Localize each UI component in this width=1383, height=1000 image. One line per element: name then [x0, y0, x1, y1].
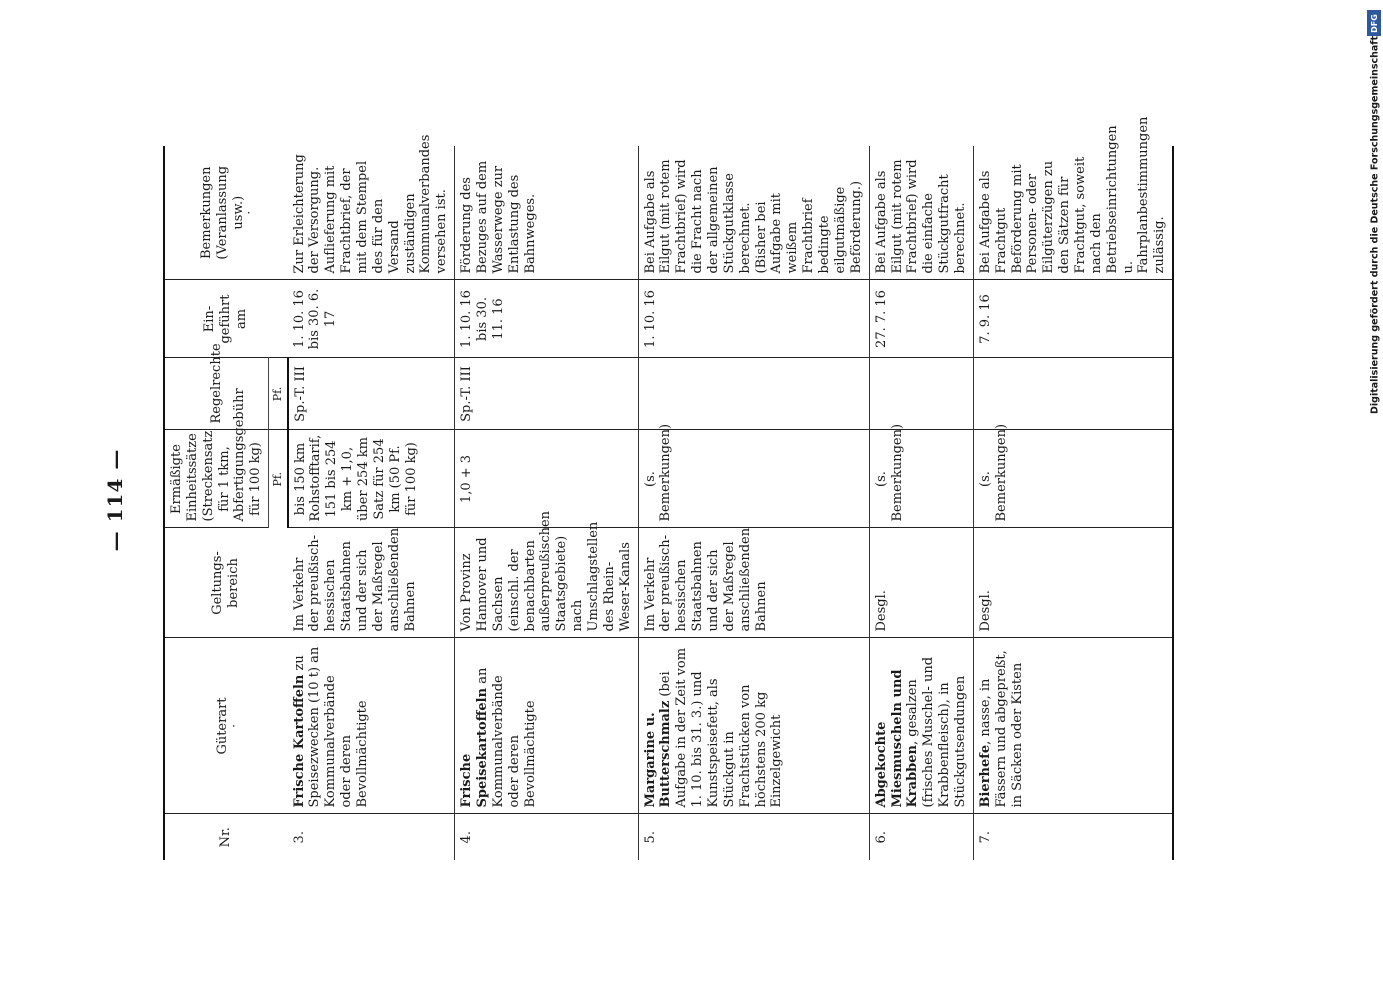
row-gueterart: [973, 638, 1173, 814]
row-gueterart: [288, 638, 455, 814]
row-ermaessigt: 1,0 + 3: [455, 430, 638, 528]
row-bemerkung: Förderung des Bezuges auf dem Wasserwege zur Entlastung des Bahnweges.: [455, 146, 638, 280]
row-eingefuehrt: 27. 7. 16: [869, 280, 973, 358]
row-geltungsbereich: Im Verkehr der preußisch-hessischen Staatsbahnen und der sich der Maßregel anschließenden Bahnen: [638, 528, 869, 638]
row-gueterart: [869, 638, 973, 814]
row-regelrecht: Sp.-T. III: [288, 358, 455, 430]
row-nr: 6.: [869, 814, 973, 860]
digitization-credit: Digitalisierung gefördert durch die Deutsche Forschungsgemeinschaft: [1369, 36, 1381, 414]
gueterart-text: , nasse, in Fässern und abgepreßt, in Säcken oder Kisten: [977, 650, 1025, 808]
row-geltungsbereich: Von Provinz Hannover und Sachsen (einschl. der benachbarten außerpreußischen Staatsgebiete) nach Umschlagstellen des Rhein-Weser-Kanals: [455, 528, 638, 638]
row-geltungsbereich: Desgl.: [869, 528, 973, 638]
table-row: [638, 146, 869, 860]
row-nr: 4.: [455, 814, 638, 860]
header-bemerkungen-label: Bemerkungen (Veranlassung usw.): [198, 165, 246, 260]
row-eingefuehrt: 1. 10. 16: [638, 280, 869, 358]
table-row: [973, 146, 1173, 860]
header-geltungsbereich: Geltungs-bereich: [164, 528, 288, 638]
row-gueterart: [455, 638, 638, 814]
row-geltungsbereich: Desgl.: [973, 528, 1173, 638]
table-row: [455, 146, 638, 860]
gueterart-bold: Bierhefe: [977, 744, 993, 808]
header-ermaessigte-einheitssaetze: Ermäßigte Einheitssätze (Streckensatz für 1 tkm, Abfertigungsgebühr für 100 kg): [164, 430, 269, 528]
gueterart-bold: Abgekochte Miesmuscheln und Krabben: [873, 669, 921, 808]
gueterart-text: (bei Aufgabe in der Zeit vom 1. 10. bis 31. 3.) und Kunstspeisefett, als Stückgut in Frachtstücken von höchstens 200 kg Einzelgewicht: [658, 647, 785, 808]
row-regelrecht: [973, 358, 1173, 430]
header-gueterart: [164, 638, 288, 814]
gueterart-text: an Kommunalverbände oder deren Bevollmächtigte: [475, 667, 538, 808]
dfg-logo-text: DFG: [1369, 13, 1379, 33]
row-bemerkung: Bei Aufgabe als Eilgut (mit rotem Frachtbrief) wird die einfache Stückgutfracht berechnet.: [869, 146, 973, 280]
header-pf-ermaessigt: Pf.: [269, 430, 288, 528]
row-regelrecht: Sp.-T. III: [455, 358, 638, 430]
header-eingefuehrt: Ein-geführt am: [164, 280, 288, 358]
freight-rate-table-wrapper: [163, 116, 1243, 860]
row-bemerkung: Bei Aufgabe als Eilgut (mit rotem Frachtbrief) wird die Fracht nach der allgemeinen Stückgutklasse berechnet. (Bisher bei Aufgabe mit weißem Frachtbrief bedingte eilgutmäßige Beförderung.): [638, 146, 869, 280]
row-eingefuehrt: 1. 10. 16 bis 30. 11. 16: [455, 280, 638, 358]
gueterart-bold: Frische Speisekartoffeln: [459, 687, 491, 808]
table-row: [288, 146, 455, 860]
header-bemerkungen: [164, 146, 288, 280]
row-eingefuehrt: 7. 9. 16: [973, 280, 1173, 358]
row-gueterart: [638, 638, 869, 814]
row-geltungsbereich: Im Verkehr der preußisch-hessischen Staatsbahnen und der sich der Maßregel anschließenden Bahnen: [288, 528, 455, 638]
table-row: [869, 146, 973, 860]
freight-rate-table: [163, 116, 1174, 860]
gueterart-bold: Frische Kartoffeln: [291, 674, 307, 808]
row-ermaessigt: (s. Bemerkungen): [869, 430, 973, 528]
page-number: — 114 —: [103, 448, 127, 552]
row-regelrecht: [638, 358, 869, 430]
row-regelrecht: [869, 358, 973, 430]
header-gueterart-label: Güterart: [214, 697, 230, 755]
row-ermaessigt: bis 150 km Rohstofftarif, 151 bis 254 km + 1,0, über 254 km Satz für 254 km (50 Pf. für 100 kg): [288, 430, 455, 528]
gueterart-text: , gesalzen (frisches Muschel- und Krabbenfleisch), in Stückgutsendungen: [905, 656, 968, 808]
row-nr: 5.: [638, 814, 869, 860]
row-bemerkung: Bei Aufgabe als Frachtgut Beförderung mit Personen- oder Eilgüterzügen zu den Sätzen für Frachtgut, soweit nach den Betriebseinrichtungen u. Fahrplanbestimmungen zulässig.: [973, 146, 1173, 280]
header-dot: ·: [242, 210, 257, 215]
gueterart-bold: Margarine u. Butterschmalz: [642, 700, 674, 808]
header-regelrechte: Regelrechte: [164, 358, 269, 430]
row-nr: 3.: [288, 814, 455, 860]
row-nr: 7.: [973, 814, 1173, 860]
header-pf-regelrecht: Pf.: [269, 358, 288, 430]
row-eingefuehrt: 1. 10. 16 bis 30. 6. 17: [288, 280, 455, 358]
dfg-logo: [1367, 10, 1381, 36]
row-ermaessigt: (s. Bemerkungen): [973, 430, 1173, 528]
row-bemerkung: Zur Erleichterung der Versorgung. Auflieferung mit Frachtbrief, der mit dem Stempel des für den Versand zuständigen Kommunalverbandes versehen ist.: [288, 146, 455, 280]
row-ermaessigt: (s. Bemerkungen): [638, 430, 869, 528]
header-nr: Nr.: [164, 814, 288, 860]
header-dot: ·: [226, 724, 241, 728]
gueterart-text: zu Speisezwecken (10 t) an Kommunalverbände oder deren Bevollmächtigte: [291, 646, 370, 808]
